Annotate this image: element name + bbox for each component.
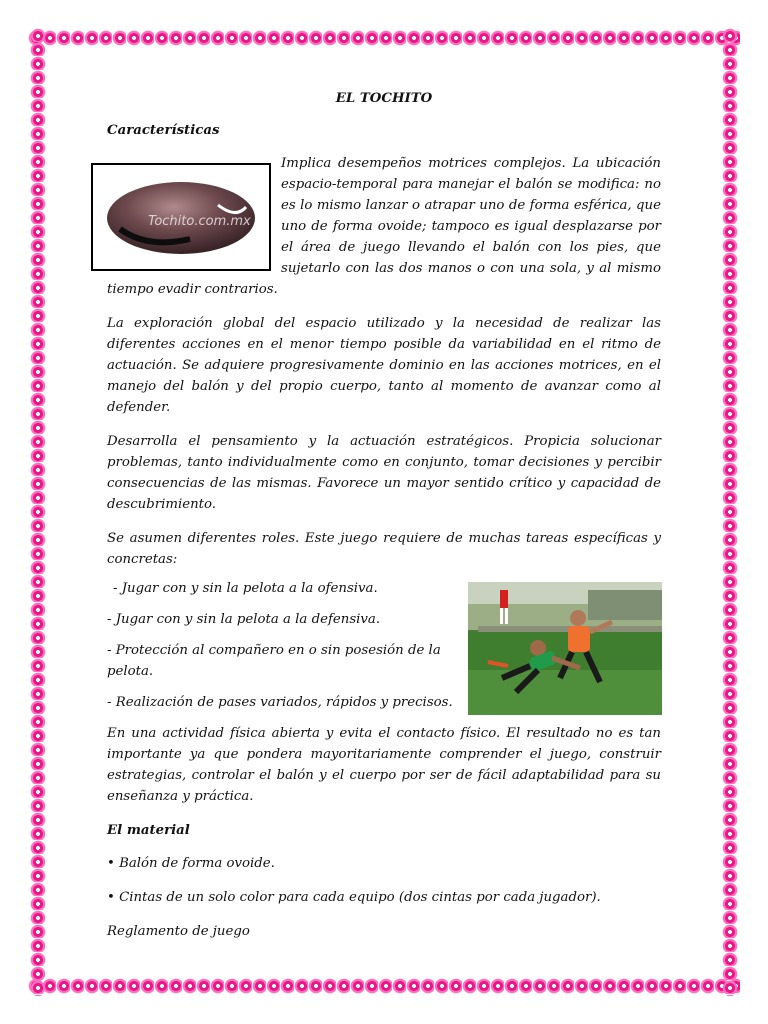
watermark-text: Tochito.com.mx xyxy=(148,214,251,229)
intro-paragraph: Implica desempeños motrices complejos. La ubicación espacio-temporal para manejar el balón se modifica: no es lo mismo lanzar o atrapar uno de forma esférica, que uno de forma ovoide; tampoco es igual desplazarse por el área de juego llevando el balón con los pies, que sujetarlo con las dos manos o con una sola, y al mismo tiempo evadir contrarios. xyxy=(107,156,661,297)
decorative-border-top xyxy=(28,30,740,46)
roles-paragraph: Se asumen diferentes roles. Este juego requiere de muchas tareas específicas y concretas: xyxy=(107,531,661,567)
roles-list-item: - Protección al compañero en o sin posesión de la pelota. xyxy=(107,643,441,679)
football-image xyxy=(91,163,271,271)
decorative-border-right xyxy=(722,28,738,996)
decorative-border-bottom xyxy=(28,978,740,994)
roles-list-item: - Jugar con y sin la pelota a la ofensiva. xyxy=(113,581,378,596)
material-heading: El material xyxy=(107,823,190,838)
roles-list-item: - Jugar con y sin la pelota a la defensiva. xyxy=(107,612,381,627)
roles-list-item: - Realización de pases variados, rápidos y precisos. xyxy=(107,695,453,710)
decorative-border-left xyxy=(30,28,46,996)
exploration-paragraph: La exploración global del espacio utilizado y la necesidad de realizar las diferentes acciones en el menor tiempo posible da variabilidad en el ritmo de actuación. Se adquiere progresivamente dominio en las acciones motrices, en el manejo del balón y del propio cuerpo, tanto al momento de avanzar como al defender. xyxy=(107,316,661,415)
material-list-item: • Balón de forma ovoide. xyxy=(107,856,275,871)
characteristics-heading: Características xyxy=(107,123,220,138)
players-photo xyxy=(468,582,662,715)
document-body xyxy=(107,88,661,942)
strategy-paragraph: Desarrolla el pensamiento y la actuación estratégicos. Propicia solucionar problemas, tanto individualmente como en conjunto, tomar decisiones y percibir consecuencias de las mismas. Favorece un mayor sentido crítico y capacidad de descubrimiento. xyxy=(107,434,661,512)
rules-heading: Reglamento de juego xyxy=(107,924,250,939)
activity-paragraph: En una actividad física abierta y evita el contacto físico. El resultado no es tan importante ya que pondera mayoritariamente comprender el juego, construir estrategias, controlar el balón y el cuerpo por ser de fácil adaptabilidad para su enseñanza y práctica. xyxy=(107,726,661,804)
material-list-item: • Cintas de un solo color para cada equipo (dos cintas por cada jugador). xyxy=(107,890,601,905)
document-title: EL TOCHITO xyxy=(335,91,433,106)
